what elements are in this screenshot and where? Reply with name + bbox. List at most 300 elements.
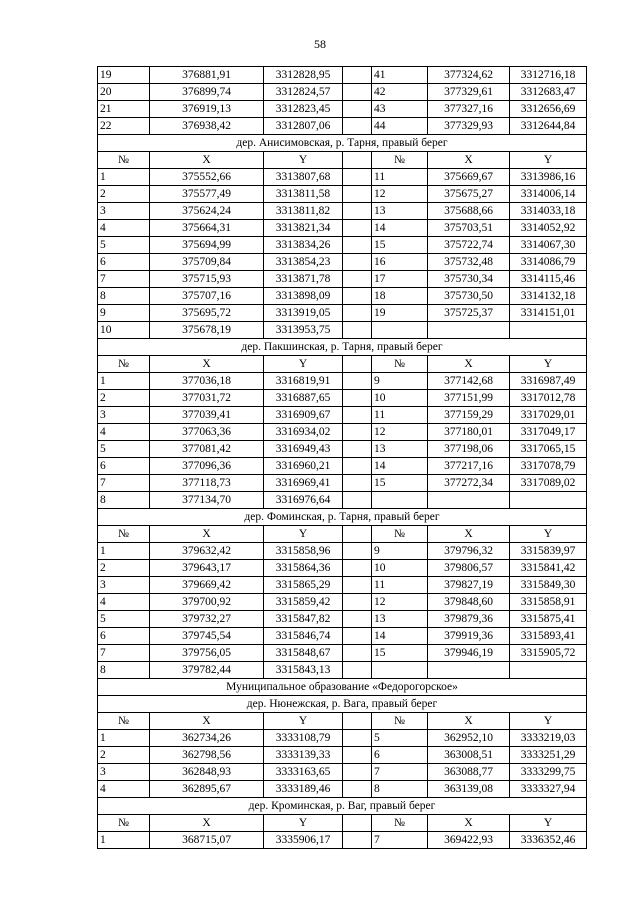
y-coordinate: 3313811,82 [264, 203, 343, 220]
spacer-cell [343, 220, 372, 237]
point-number: 8 [98, 662, 150, 679]
point-number: 12 [372, 186, 428, 203]
y-coordinate [510, 662, 587, 679]
y-coordinate: 3313871,78 [264, 271, 343, 288]
point-number: 10 [98, 322, 150, 339]
header-x: X [428, 526, 510, 543]
point-number: 8 [98, 288, 150, 305]
y-coordinate: 3312823,45 [264, 101, 343, 118]
x-coordinate: 377198,06 [428, 441, 510, 458]
header-number: № [372, 713, 428, 730]
point-number: 13 [372, 611, 428, 628]
point-number: 14 [372, 220, 428, 237]
point-number: 18 [372, 288, 428, 305]
x-coordinate: 377159,29 [428, 407, 510, 424]
x-coordinate: 375707,16 [150, 288, 264, 305]
table-row [98, 220, 587, 237]
y-coordinate: 3317012,78 [510, 390, 587, 407]
y-coordinate: 3333189,46 [264, 781, 343, 798]
point-number: 11 [372, 577, 428, 594]
coordinates-table [97, 66, 587, 849]
x-coordinate: 375678,19 [150, 322, 264, 339]
point-number: 2 [98, 560, 150, 577]
spacer-cell [343, 203, 372, 220]
point-number: 7 [98, 475, 150, 492]
table-row [98, 271, 587, 288]
x-coordinate: 363088,77 [428, 764, 510, 781]
point-number: 6 [98, 628, 150, 645]
y-coordinate: 3333108,79 [264, 730, 343, 747]
x-coordinate: 377118,73 [150, 475, 264, 492]
section-title: дер. Кроминская, р. Ваг, правый берег [98, 798, 587, 815]
header-x: X [150, 526, 264, 543]
header-y: Y [264, 356, 343, 373]
spacer-cell [343, 628, 372, 645]
header-x: X [150, 713, 264, 730]
page-number: 58 [314, 37, 326, 51]
point-number: 7 [98, 645, 150, 662]
point-number: 19 [98, 67, 150, 84]
table-row [98, 322, 587, 339]
y-coordinate: 3313811,58 [264, 186, 343, 203]
y-coordinate: 3333163,65 [264, 764, 343, 781]
x-coordinate: 362848,93 [150, 764, 264, 781]
x-coordinate: 379632,42 [150, 543, 264, 560]
x-coordinate: 362798,56 [150, 747, 264, 764]
section-title: дер. Фоминская, р. Тарня, правый берег [98, 509, 587, 526]
point-number: 14 [372, 628, 428, 645]
table-row [98, 832, 587, 849]
spacer-cell [343, 390, 372, 407]
point-number: 3 [98, 577, 150, 594]
column-header-row [98, 356, 587, 373]
point-number: 1 [98, 543, 150, 560]
x-coordinate: 379806,57 [428, 560, 510, 577]
point-number: 12 [372, 424, 428, 441]
x-coordinate: 375675,27 [428, 186, 510, 203]
x-coordinate [428, 662, 510, 679]
x-coordinate: 375715,93 [150, 271, 264, 288]
y-coordinate: 3313898,09 [264, 288, 343, 305]
spacer-cell [343, 407, 372, 424]
point-number: 3 [98, 203, 150, 220]
point-number: 9 [372, 543, 428, 560]
point-number: 2 [98, 390, 150, 407]
section-title: Муниципальное образование «Федорогорское» [98, 679, 587, 696]
spacer-cell [343, 84, 372, 101]
point-number: 41 [372, 67, 428, 84]
header-number: № [372, 152, 428, 169]
y-coordinate: 3314132,18 [510, 288, 587, 305]
y-coordinate: 3316969,41 [264, 475, 343, 492]
header-number: № [372, 526, 428, 543]
x-coordinate: 377329,93 [428, 118, 510, 135]
point-number: 15 [372, 475, 428, 492]
spacer-cell [343, 271, 372, 288]
header-y: Y [510, 152, 587, 169]
point-number: 10 [372, 560, 428, 577]
y-coordinate: 3316819,91 [264, 373, 343, 390]
y-coordinate [510, 322, 587, 339]
spacer-cell [343, 101, 372, 118]
y-coordinate: 3314067,30 [510, 237, 587, 254]
point-number: 4 [98, 781, 150, 798]
x-coordinate: 379919,36 [428, 628, 510, 645]
header-x: X [150, 815, 264, 832]
point-number: 15 [372, 237, 428, 254]
x-coordinate: 377327,16 [428, 101, 510, 118]
header-x: X [428, 713, 510, 730]
table-row [98, 305, 587, 322]
x-coordinate: 375730,34 [428, 271, 510, 288]
table-row [98, 373, 587, 390]
spacer-cell [343, 747, 372, 764]
point-number [372, 662, 428, 679]
point-number: 4 [98, 220, 150, 237]
table-row [98, 492, 587, 509]
point-number [372, 492, 428, 509]
y-coordinate: 3314052,92 [510, 220, 587, 237]
table-row [98, 662, 587, 679]
y-coordinate: 3333327,94 [510, 781, 587, 798]
x-coordinate: 368715,07 [150, 832, 264, 849]
spacer-cell [343, 730, 372, 747]
y-coordinate: 3313986,16 [510, 169, 587, 186]
table-row [98, 288, 587, 305]
column-header-row [98, 152, 587, 169]
table-row [98, 577, 587, 594]
y-coordinate: 3316934,02 [264, 424, 343, 441]
spacer-cell [343, 441, 372, 458]
spacer-cell [343, 577, 372, 594]
table-row [98, 84, 587, 101]
y-coordinate: 3316909,67 [264, 407, 343, 424]
header-number: № [98, 152, 150, 169]
x-coordinate: 377081,42 [150, 441, 264, 458]
spacer-cell [343, 458, 372, 475]
x-coordinate: 379796,32 [428, 543, 510, 560]
spacer-cell [343, 152, 372, 169]
column-header-row [98, 526, 587, 543]
y-coordinate: 3313807,68 [264, 169, 343, 186]
x-coordinate: 375730,50 [428, 288, 510, 305]
spacer-cell [343, 815, 372, 832]
point-number: 15 [372, 645, 428, 662]
table-row [98, 101, 587, 118]
spacer-cell [343, 356, 372, 373]
y-coordinate: 3313953,75 [264, 322, 343, 339]
point-number: 20 [98, 84, 150, 101]
y-coordinate: 3315859,42 [264, 594, 343, 611]
table-row [98, 407, 587, 424]
x-coordinate: 375664,31 [150, 220, 264, 237]
x-coordinate: 376881,91 [150, 67, 264, 84]
table-row [98, 441, 587, 458]
x-coordinate: 379669,42 [150, 577, 264, 594]
x-coordinate: 375688,66 [428, 203, 510, 220]
table-row [98, 203, 587, 220]
point-number: 5 [98, 237, 150, 254]
y-coordinate: 3316949,43 [264, 441, 343, 458]
section-title-row [98, 798, 587, 815]
x-coordinate: 379827,19 [428, 577, 510, 594]
point-number: 6 [372, 747, 428, 764]
section-title-row [98, 679, 587, 696]
point-number: 2 [98, 747, 150, 764]
point-number: 1 [98, 730, 150, 747]
x-coordinate: 362734,26 [150, 730, 264, 747]
y-coordinate: 3333251,29 [510, 747, 587, 764]
x-coordinate: 379848,60 [428, 594, 510, 611]
x-coordinate: 377031,72 [150, 390, 264, 407]
y-coordinate: 3315847,82 [264, 611, 343, 628]
point-number: 22 [98, 118, 150, 135]
y-coordinate: 3312644,84 [510, 118, 587, 135]
x-coordinate [428, 322, 510, 339]
table-row [98, 543, 587, 560]
header-y: Y [510, 713, 587, 730]
header-number: № [372, 815, 428, 832]
y-coordinate: 3315841,42 [510, 560, 587, 577]
spacer-cell [343, 322, 372, 339]
y-coordinate: 3317065,15 [510, 441, 587, 458]
header-x: X [150, 152, 264, 169]
point-number: 4 [98, 424, 150, 441]
x-coordinate: 377217,16 [428, 458, 510, 475]
column-header-row [98, 713, 587, 730]
header-y: Y [264, 713, 343, 730]
table-row [98, 424, 587, 441]
y-coordinate: 3315864,36 [264, 560, 343, 577]
table-row [98, 781, 587, 798]
section-title: дер. Анисимовская, р. Тарня, правый берег [98, 135, 587, 152]
y-coordinate: 3316887,65 [264, 390, 343, 407]
point-number: 9 [98, 305, 150, 322]
x-coordinate: 377151,99 [428, 390, 510, 407]
x-coordinate: 377096,36 [150, 458, 264, 475]
y-coordinate: 3315849,30 [510, 577, 587, 594]
table-row [98, 237, 587, 254]
point-number: 6 [98, 458, 150, 475]
x-coordinate: 377272,34 [428, 475, 510, 492]
section-title-row [98, 135, 587, 152]
header-x: X [428, 152, 510, 169]
point-number: 7 [98, 271, 150, 288]
y-coordinate: 3315848,67 [264, 645, 343, 662]
column-header-row [98, 815, 587, 832]
spacer-cell [343, 832, 372, 849]
x-coordinate: 375694,99 [150, 237, 264, 254]
point-number: 5 [372, 730, 428, 747]
spacer-cell [343, 254, 372, 271]
table-row [98, 169, 587, 186]
x-coordinate: 362952,10 [428, 730, 510, 747]
spacer-cell [343, 492, 372, 509]
y-coordinate: 3314006,14 [510, 186, 587, 203]
header-x: X [150, 356, 264, 373]
y-coordinate: 3315846,74 [264, 628, 343, 645]
spacer-cell [343, 781, 372, 798]
x-coordinate: 375725,37 [428, 305, 510, 322]
y-coordinate: 3312828,95 [264, 67, 343, 84]
y-coordinate: 3316976,64 [264, 492, 343, 509]
table-row [98, 118, 587, 135]
y-coordinate: 3315875,41 [510, 611, 587, 628]
table-row [98, 594, 587, 611]
spacer-cell [343, 611, 372, 628]
x-coordinate: 363008,51 [428, 747, 510, 764]
point-number: 17 [372, 271, 428, 288]
x-coordinate: 362895,67 [150, 781, 264, 798]
table-row [98, 747, 587, 764]
spacer-cell [343, 424, 372, 441]
point-number: 5 [98, 611, 150, 628]
y-coordinate: 3312656,69 [510, 101, 587, 118]
header-y: Y [264, 526, 343, 543]
header-y: Y [510, 815, 587, 832]
point-number: 4 [98, 594, 150, 611]
y-coordinate: 3314033,18 [510, 203, 587, 220]
y-coordinate: 3316960,21 [264, 458, 343, 475]
spacer-cell [343, 526, 372, 543]
y-coordinate: 3315905,72 [510, 645, 587, 662]
point-number: 14 [372, 458, 428, 475]
table-row [98, 390, 587, 407]
y-coordinate: 3312824,57 [264, 84, 343, 101]
y-coordinate: 3336352,46 [510, 832, 587, 849]
point-number: 8 [372, 781, 428, 798]
y-coordinate: 3333219,03 [510, 730, 587, 747]
y-coordinate: 3312683,47 [510, 84, 587, 101]
x-coordinate: 375732,48 [428, 254, 510, 271]
x-coordinate: 377063,36 [150, 424, 264, 441]
spacer-cell [343, 67, 372, 84]
spacer-cell [343, 305, 372, 322]
spacer-cell [343, 713, 372, 730]
y-coordinate: 3314151,01 [510, 305, 587, 322]
y-coordinate: 3315893,41 [510, 628, 587, 645]
x-coordinate: 375577,49 [150, 186, 264, 203]
y-coordinate: 3317049,17 [510, 424, 587, 441]
header-number: № [98, 526, 150, 543]
table-row [98, 186, 587, 203]
x-coordinate: 377180,01 [428, 424, 510, 441]
point-number: 16 [372, 254, 428, 271]
x-coordinate: 377039,41 [150, 407, 264, 424]
point-number: 9 [372, 373, 428, 390]
spacer-cell [343, 475, 372, 492]
x-coordinate: 379745,54 [150, 628, 264, 645]
point-number: 13 [372, 203, 428, 220]
table-row [98, 764, 587, 781]
y-coordinate: 3315865,29 [264, 577, 343, 594]
point-number: 44 [372, 118, 428, 135]
point-number: 7 [372, 764, 428, 781]
point-number: 43 [372, 101, 428, 118]
table-row [98, 645, 587, 662]
point-number: 11 [372, 407, 428, 424]
point-number [372, 322, 428, 339]
y-coordinate: 3313834,26 [264, 237, 343, 254]
point-number: 1 [98, 169, 150, 186]
y-coordinate: 3315858,91 [510, 594, 587, 611]
spacer-cell [343, 543, 372, 560]
spacer-cell [343, 186, 372, 203]
header-y: Y [510, 526, 587, 543]
point-number: 7 [372, 832, 428, 849]
spacer-cell [343, 288, 372, 305]
header-y: Y [264, 152, 343, 169]
x-coordinate: 379879,36 [428, 611, 510, 628]
point-number: 42 [372, 84, 428, 101]
y-coordinate: 3315839,97 [510, 543, 587, 560]
y-coordinate: 3315858,96 [264, 543, 343, 560]
point-number: 11 [372, 169, 428, 186]
x-coordinate: 379700,92 [150, 594, 264, 611]
y-coordinate: 3333139,33 [264, 747, 343, 764]
y-coordinate: 3335906,17 [264, 832, 343, 849]
x-coordinate: 377142,68 [428, 373, 510, 390]
table-row [98, 730, 587, 747]
x-coordinate: 376938,42 [150, 118, 264, 135]
spacer-cell [343, 594, 372, 611]
table-row [98, 475, 587, 492]
y-coordinate: 3317089,02 [510, 475, 587, 492]
point-number: 19 [372, 305, 428, 322]
point-number: 3 [98, 764, 150, 781]
y-coordinate: 3317029,01 [510, 407, 587, 424]
table-row [98, 611, 587, 628]
header-number: № [98, 713, 150, 730]
header-number: № [98, 356, 150, 373]
spacer-cell [343, 560, 372, 577]
y-coordinate: 3314086,79 [510, 254, 587, 271]
spacer-cell [343, 118, 372, 135]
x-coordinate: 375695,72 [150, 305, 264, 322]
x-coordinate: 379756,05 [150, 645, 264, 662]
spacer-cell [343, 662, 372, 679]
x-coordinate: 363139,08 [428, 781, 510, 798]
point-number: 8 [98, 492, 150, 509]
x-coordinate [428, 492, 510, 509]
point-number: 1 [98, 373, 150, 390]
y-coordinate: 3312807,06 [264, 118, 343, 135]
point-number: 10 [372, 390, 428, 407]
table-row [98, 67, 587, 84]
section-title-row [98, 339, 587, 356]
point-number: 12 [372, 594, 428, 611]
point-number: 1 [98, 832, 150, 849]
y-coordinate: 3333299,75 [510, 764, 587, 781]
y-coordinate: 3312716,18 [510, 67, 587, 84]
point-number: 6 [98, 254, 150, 271]
x-coordinate: 376919,13 [150, 101, 264, 118]
x-coordinate: 369422,93 [428, 832, 510, 849]
point-number: 5 [98, 441, 150, 458]
table-row [98, 560, 587, 577]
header-x: X [428, 356, 510, 373]
header-number: № [98, 815, 150, 832]
spacer-cell [343, 373, 372, 390]
section-title: дер. Нюнежская, р. Вага, правый берег [98, 696, 587, 713]
x-coordinate: 375669,67 [428, 169, 510, 186]
table-row [98, 628, 587, 645]
point-number: 13 [372, 441, 428, 458]
section-title: дер. Пакшинская, р. Тарня, правый берег [98, 339, 587, 356]
spacer-cell [343, 237, 372, 254]
section-title-row [98, 696, 587, 713]
y-coordinate: 3317078,79 [510, 458, 587, 475]
